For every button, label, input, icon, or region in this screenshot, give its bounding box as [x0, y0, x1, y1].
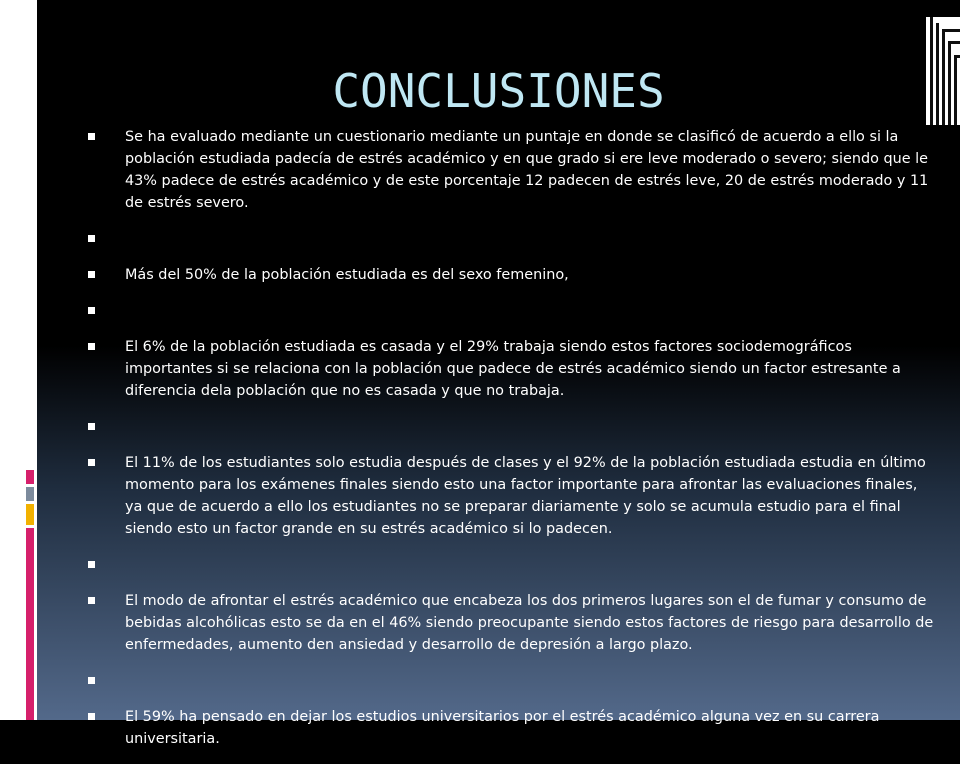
bullet-item: [88, 336, 934, 402]
square-bullet-icon: [88, 677, 95, 684]
square-bullet-icon: [88, 423, 95, 430]
bullet-item: [88, 300, 934, 322]
bullet-item: [88, 706, 934, 750]
bullet-text: El 11% de los estudiantes solo estudia después de clases y el 92% de la población estudiada estudia en último momento para los exámenes finales siendo esto una factor importante para afrontar las evaluaciones finales, ya que de acuerdo a ello los estudiantes no se preparar diariamente y solo se acumula estudio para el final siendo esto un factor grande en su estrés académico si lo padecen.: [125, 455, 926, 537]
bullet-item: [88, 452, 934, 540]
square-bullet-icon: [88, 459, 95, 466]
bullet-text: Se ha evaluado mediante un cuestionario mediante un puntaje en donde se clasificó de acuerdo a ello si la población estudiada padecía de estrés académico y en que grado si ere leve moderado o severo; siendo que le 43% padece de estrés académico y de este porcentaje 12 padecen de estrés leve, 20 de estrés moderado y 11 de estrés severo.: [125, 129, 929, 211]
square-bullet-icon: [88, 597, 95, 604]
square-bullet-icon: [88, 713, 95, 720]
square-bullet-icon: [88, 343, 95, 350]
square-bullet-icon: [88, 235, 95, 242]
left-accent-bars: [26, 470, 37, 720]
bullet-item: [88, 670, 934, 692]
conclusions-list: [88, 126, 934, 764]
slide-title: CONCLUSIONES: [332, 64, 665, 118]
bullet-text: El 6% de la población estudiada es casada y el 29% trabaja siendo estos factores sociodemográficos importantes si se relaciona con la población que padece de estrés académico siendo un factor estresante a diferencia dela población que no es casada y que no trabaja.: [125, 339, 901, 399]
square-bullet-icon: [88, 307, 95, 314]
bullet-item: [88, 416, 934, 438]
bullet-item: [88, 228, 934, 250]
square-bullet-icon: [88, 271, 95, 278]
bullet-item: [88, 554, 934, 576]
bullet-item: [88, 126, 934, 214]
square-bullet-icon: [88, 133, 95, 140]
square-bullet-icon: [88, 561, 95, 568]
bullet-text: Más del 50% de la población estudiada es del sexo femenino,: [125, 267, 569, 283]
bullet-text: El modo de afrontar el estrés académico que encabeza los dos primeros lugares son el de fumar y consumo de bebidas alcohólicas esto se da en el 46% siendo preocupante siendo estos factores de riesgo para desarrollo de enfermedades, aumento den ansiedad y desarrollo de depresión a largo plazo.: [125, 593, 934, 653]
bullet-text: El 59% ha pensado en dejar los estudios universitarios por el estrés académico alguna vez en su carrera universitaria.: [125, 709, 880, 747]
bullet-item: [88, 264, 934, 286]
bullet-item: [88, 590, 934, 656]
